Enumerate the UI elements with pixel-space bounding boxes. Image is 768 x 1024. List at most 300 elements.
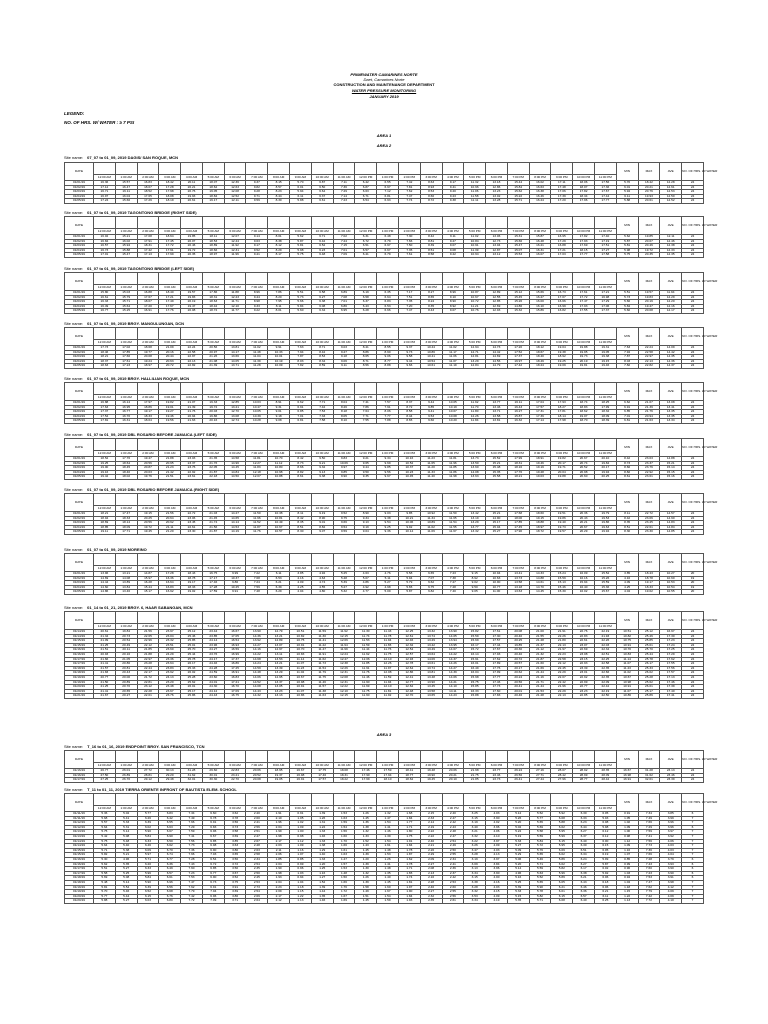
cell-value: 1.38: [355, 825, 377, 830]
cell-value: 5.35: [507, 899, 529, 904]
time-group-header: [115, 794, 137, 806]
time-group-header: [573, 439, 595, 451]
column-max: MAX: [638, 273, 660, 291]
cell-value: 2.51: [246, 830, 268, 835]
cell-value: 8.72: [398, 405, 420, 410]
row-date: 01/17/19: [65, 871, 94, 876]
cell-value: 3.90: [486, 816, 508, 821]
cell-value: 20.72: [159, 364, 181, 369]
cell-value: 19.42: [94, 475, 116, 480]
cell-value: 14.24: [246, 662, 268, 667]
cell-value: 17.31: [529, 410, 551, 415]
cell-value: 4.09: [660, 894, 682, 899]
cell-value: 1.71: [398, 867, 420, 872]
cell-value: 20.25: [137, 516, 159, 521]
cell-value: 5.52: [529, 812, 551, 817]
cell-value: 20.74: [573, 461, 595, 466]
cell-value: 0.91: [616, 812, 638, 817]
cell-value: 23.12: [137, 685, 159, 690]
cell-value: 1.87: [398, 853, 420, 858]
cell-value: 16.14: [115, 401, 137, 406]
cell-value: 1.13: [290, 899, 312, 904]
cell-value: 6.95: [333, 309, 355, 314]
cell-value: 21.63: [638, 419, 660, 424]
column-time: 7:00 PM: [507, 395, 529, 401]
row-date: 01/05/19: [65, 590, 94, 595]
column-time: 6:00 PM: [486, 340, 508, 346]
cell-value: 17.47: [573, 300, 595, 305]
cell-value: 24: [682, 300, 704, 305]
cell-value: 1.26: [311, 816, 333, 821]
time-group-header: [181, 554, 203, 566]
column-time: 2:00 PM: [398, 506, 420, 512]
cell-value: 17.20: [137, 304, 159, 309]
cell-value: 3.96: [486, 867, 508, 872]
column-time: 11:00 AM: [333, 451, 355, 457]
cell-value: 5.78: [529, 890, 551, 895]
cell-value: 20.56: [137, 521, 159, 526]
cell-value: 20.49: [115, 643, 137, 648]
cell-value: 14.87: [137, 572, 159, 577]
cell-value: 13.73: [464, 457, 486, 462]
column-time: 3:00 AM: [159, 340, 181, 346]
cell-value: 24: [682, 291, 704, 296]
column-time: 3:00 AM: [159, 624, 181, 630]
cell-value: 6.50: [311, 185, 333, 190]
cell-value: 6.60: [202, 812, 224, 817]
time-group-header: [377, 163, 399, 175]
cell-value: 1.96: [268, 821, 290, 826]
cell-value: 8.72: [420, 199, 442, 204]
column-time: 2:00 PM: [398, 395, 420, 401]
cell-value: 20.36: [573, 512, 595, 517]
column-time: 3:00 AM: [159, 763, 181, 769]
column-time: 4:00 PM: [442, 624, 464, 630]
cell-value: 8.98: [246, 300, 268, 305]
cell-value: 11.73: [311, 662, 333, 667]
cell-value: 11.76: [246, 530, 268, 535]
column-time: 10:00 PM: [573, 624, 595, 630]
cell-value: 16.40: [573, 585, 595, 590]
cell-value: 14.06: [420, 657, 442, 662]
cell-value: 16.67: [616, 769, 638, 774]
cell-value: 23.06: [181, 516, 203, 521]
cell-value: 5.84: [137, 876, 159, 881]
cell-value: 5.84: [529, 839, 551, 844]
cell-value: 12.11: [660, 235, 682, 240]
cell-value: 21.67: [94, 694, 116, 699]
time-group-header: [573, 383, 595, 395]
cell-value: 10.98: [616, 680, 638, 685]
cell-value: 22.61: [638, 525, 660, 530]
time-group-header: [137, 794, 159, 806]
cell-value: 15.86: [529, 309, 551, 314]
time-group-header: [246, 439, 268, 451]
cell-value: 10.05: [246, 410, 268, 415]
cell-value: 17.21: [159, 295, 181, 300]
cell-value: 13.19: [464, 516, 486, 521]
cell-value: 20.86: [115, 662, 137, 667]
cell-value: 0.99: [290, 862, 312, 867]
cell-value: 1.76: [333, 885, 355, 890]
cell-value: 8.81: [420, 239, 442, 244]
time-group-header: [398, 217, 420, 229]
column-hours: NO. OF HRS. W/ WATER: [682, 439, 704, 457]
cell-value: 7: [682, 894, 704, 899]
column-time: 2:00 PM: [398, 175, 420, 181]
column-time: 7:00 AM: [246, 285, 268, 291]
cell-value: 15.52: [486, 457, 508, 462]
cell-value: 15.84: [507, 185, 529, 190]
cell-value: 3.84: [486, 862, 508, 867]
column-time: 1:00 AM: [115, 566, 137, 572]
time-group-header: [355, 217, 377, 229]
time-group-header: [420, 439, 442, 451]
column-time: 10:00 AM: [311, 806, 333, 812]
cell-value: 7.11: [333, 181, 355, 186]
cell-value: 21.53: [529, 689, 551, 694]
cell-value: 6.90: [202, 876, 224, 881]
time-group-header: [551, 383, 573, 395]
column-time: 6:00 AM: [224, 806, 246, 812]
cell-value: 19.11: [94, 530, 116, 535]
cell-value: 18.89: [202, 244, 224, 249]
cell-value: 10.52: [398, 461, 420, 466]
cell-value: 6.57: [355, 248, 377, 253]
cell-value: 1.60: [377, 885, 399, 890]
time-group-header: [202, 163, 224, 175]
cell-value: 29.12: [137, 778, 159, 783]
cell-value: 14.45: [529, 590, 551, 595]
row-date: 01/12/19: [65, 825, 94, 830]
cell-value: 1.66: [333, 844, 355, 849]
time-group-header: [355, 383, 377, 395]
cell-value: 11.02: [464, 235, 486, 240]
cell-value: 17.48: [551, 185, 573, 190]
cell-value: 1.33: [355, 834, 377, 839]
cell-value: 9.14: [246, 235, 268, 240]
cell-value: 6.63: [159, 825, 181, 830]
cell-value: 11.34: [420, 516, 442, 521]
site-label-prefix: Site name:: [64, 155, 84, 160]
site-label-prefix: Site name:: [64, 605, 84, 610]
cell-value: 15.53: [507, 253, 529, 258]
cell-value: 8.11: [290, 512, 312, 517]
cell-value: 12.86: [398, 671, 420, 676]
cell-value: 19.85: [507, 643, 529, 648]
cell-value: 25.17: [181, 689, 203, 694]
cell-value: 21.16: [529, 675, 551, 680]
table-row: [65, 590, 704, 595]
column-time: 12:00 AM: [94, 340, 116, 346]
cell-value: 5.58: [94, 871, 116, 876]
time-group-header: [202, 751, 224, 763]
cell-value: 7.66: [181, 821, 203, 826]
cell-value: 3.90: [660, 867, 682, 872]
cell-value: 19.72: [638, 248, 660, 253]
time-group-header: [224, 163, 246, 175]
cell-value: 6.79: [377, 253, 399, 258]
cell-value: 8.41: [355, 346, 377, 351]
cell-value: 22.26: [551, 634, 573, 639]
time-group-header: [464, 328, 486, 340]
cell-value: 17.30: [486, 634, 508, 639]
cell-value: 16.98: [594, 295, 616, 300]
cell-value: 6.52: [311, 244, 333, 249]
cell-value: 18.16: [507, 466, 529, 471]
column-time: 3:00 PM: [420, 285, 442, 291]
cell-value: 16.48: [529, 239, 551, 244]
cell-value: 18.78: [181, 576, 203, 581]
cell-value: 1.22: [616, 894, 638, 899]
cell-value: 16.43: [507, 405, 529, 410]
cell-value: 15.69: [464, 639, 486, 644]
cell-value: 17.93: [573, 304, 595, 309]
cell-value: 5.46: [115, 890, 137, 895]
cell-value: 13.32: [420, 630, 442, 635]
cell-value: 6.53: [268, 576, 290, 581]
cell-value: 2.14: [420, 821, 442, 826]
site-label: [64, 547, 147, 552]
column-time: 2:00 AM: [137, 175, 159, 181]
cell-value: 14.06: [442, 675, 464, 680]
column-time: 1:00 PM: [377, 340, 399, 346]
cell-value: 5.27: [115, 867, 137, 872]
cell-value: 6.42: [355, 181, 377, 186]
cell-value: 9.36: [377, 530, 399, 535]
column-time: 9:00 AM: [290, 229, 312, 235]
cell-value: 14.42: [486, 350, 508, 355]
cell-value: 6.03: [137, 899, 159, 904]
cell-value: 14.08: [115, 576, 137, 581]
cell-value: 20.43: [573, 516, 595, 521]
cell-value: 7.68: [246, 576, 268, 581]
cell-value: 17.44: [486, 643, 508, 648]
column-time: 11:00 PM: [594, 175, 616, 181]
cell-value: 12.46: [660, 239, 682, 244]
cell-value: 10.92: [420, 512, 442, 517]
row-date: 01/15/19: [65, 853, 94, 858]
cell-value: 22.51: [594, 652, 616, 657]
cell-value: 13.32: [464, 530, 486, 535]
column-time: 4:00 PM: [442, 395, 464, 401]
column-time: 4:00 PM: [442, 285, 464, 291]
cell-value: 5.51: [290, 291, 312, 296]
column-time: 8:00 PM: [529, 451, 551, 457]
cell-value: 10.94: [486, 572, 508, 577]
cell-value: 21.63: [181, 419, 203, 424]
cell-value: 12.81: [464, 355, 486, 360]
cell-value: 15.25: [115, 309, 137, 314]
cell-value: 9.92: [398, 525, 420, 530]
cell-value: 5.95: [551, 844, 573, 849]
cell-value: 4.98: [377, 585, 399, 590]
cell-value: 2.56: [246, 825, 268, 830]
cell-value: 18.69: [94, 521, 116, 526]
cell-value: 19.84: [115, 630, 137, 635]
cell-value: 15.07: [507, 248, 529, 253]
cell-value: 20.81: [115, 666, 137, 671]
column-time: 3:00 AM: [159, 229, 181, 235]
cell-value: 17.01: [94, 253, 116, 258]
cell-value: 5.75: [94, 839, 116, 844]
cell-value: 15.44: [507, 181, 529, 186]
column-time: 11:00 PM: [594, 229, 616, 235]
cell-value: 11.94: [377, 639, 399, 644]
cell-value: 19.17: [202, 199, 224, 204]
column-time: 4:00 AM: [181, 175, 203, 181]
cell-value: 1.49: [355, 890, 377, 895]
cell-value: 18.67: [529, 350, 551, 355]
time-group-header: [333, 217, 355, 229]
cell-value: 23.15: [573, 657, 595, 662]
cell-value: 19.48: [420, 769, 442, 774]
column-time: 8:00 PM: [529, 175, 551, 181]
cell-value: 6.97: [377, 185, 399, 190]
cell-value: 13.65: [420, 694, 442, 699]
cell-value: 7.14: [333, 194, 355, 199]
cell-value: 12.06: [355, 657, 377, 662]
cell-value: 17.02: [115, 346, 137, 351]
column-hours: NO. OF HRS. W/ WATER: [682, 163, 704, 181]
cell-value: 20.16: [202, 419, 224, 424]
cell-value: 17.59: [202, 590, 224, 595]
cell-value: 11.62: [311, 657, 333, 662]
cell-value: 19.88: [573, 346, 595, 351]
cell-value: 9.07: [442, 309, 464, 314]
time-group-header: [420, 794, 442, 806]
cell-value: 28.09: [594, 773, 616, 778]
cell-value: 11.06: [442, 355, 464, 360]
time-group-header: [355, 494, 377, 506]
cell-value: 5.81: [94, 885, 116, 890]
cell-value: 20.07: [181, 239, 203, 244]
column-min: MIN: [616, 273, 638, 291]
cell-value: 5.35: [115, 862, 137, 867]
cell-value: 11.46: [355, 675, 377, 680]
cell-value: 1.03: [290, 871, 312, 876]
column-time: 7:00 PM: [507, 624, 529, 630]
cell-value: 15.72: [464, 648, 486, 653]
cell-value: 17.30: [660, 634, 682, 639]
cell-value: 18.92: [551, 355, 573, 360]
cell-value: 19.46: [529, 461, 551, 466]
cell-value: 2.69: [246, 894, 268, 899]
cell-value: 13.42: [464, 512, 486, 517]
cell-value: 7.02: [333, 235, 355, 240]
cell-value: 24: [682, 769, 704, 774]
column-time: 3:00 AM: [159, 806, 181, 812]
cell-value: 19.85: [181, 235, 203, 240]
cell-value: 3.79: [660, 857, 682, 862]
cell-value: 12.22: [333, 685, 355, 690]
cell-value: 8.15: [268, 181, 290, 186]
table-header-row: [65, 328, 704, 340]
cell-value: 8.53: [311, 355, 333, 360]
cell-value: 15.87: [507, 414, 529, 419]
cell-value: 12.08: [224, 190, 246, 195]
cell-value: 20.27: [115, 694, 137, 699]
cell-value: 14.05: [224, 359, 246, 364]
column-time: 5:00 AM: [202, 624, 224, 630]
cell-value: 1.99: [268, 830, 290, 835]
cell-value: 21.71: [529, 680, 551, 685]
time-group-header: [311, 494, 333, 506]
cell-value: 19.94: [594, 470, 616, 475]
cell-value: 11.23: [420, 457, 442, 462]
cell-value: 24: [682, 350, 704, 355]
cell-value: 18.62: [573, 410, 595, 415]
cell-value: 18.33: [137, 414, 159, 419]
row-date: 01/03/19: [65, 190, 94, 195]
cell-value: 24: [682, 194, 704, 199]
cell-value: 6.43: [573, 880, 595, 885]
column-date: DATE: [65, 383, 94, 401]
cell-value: 18.84: [202, 194, 224, 199]
cell-value: 3.69: [224, 834, 246, 839]
cell-value: 6.31: [355, 235, 377, 240]
time-group-header: [181, 273, 203, 285]
cell-value: 5.59: [529, 867, 551, 872]
time-group-header: [507, 612, 529, 624]
column-time: 9:00 AM: [290, 340, 312, 346]
cell-value: 2.49: [442, 844, 464, 849]
cell-value: 5.69: [94, 876, 116, 881]
row-date: 01/02/19: [65, 295, 94, 300]
cell-value: 1.48: [333, 871, 355, 876]
cell-value: 18.33: [638, 585, 660, 590]
column-hours: NO. OF HRS. W/ WATER: [682, 383, 704, 401]
column-time: 8:00 PM: [529, 285, 551, 291]
row-date: 01/15/19: [65, 643, 94, 648]
cell-value: 23.08: [573, 652, 595, 657]
cell-value: 13.90: [442, 630, 464, 635]
cell-value: 6.81: [616, 419, 638, 424]
cell-value: 16.07: [529, 253, 551, 258]
cell-value: 7.59: [246, 585, 268, 590]
column-time: 11:00 PM: [594, 451, 616, 457]
cell-value: 24: [682, 470, 704, 475]
cell-value: 17.68: [507, 512, 529, 517]
cell-value: 20: [682, 572, 704, 577]
column-time: 12:00 AM: [94, 175, 116, 181]
cell-value: 17.25: [224, 666, 246, 671]
cell-value: 14.05: [442, 634, 464, 639]
cell-value: 13.71: [486, 410, 508, 415]
column-time: 5:00 PM: [464, 566, 486, 572]
row-date: 01/03/19: [65, 244, 94, 249]
column-time: 11:00 AM: [333, 175, 355, 181]
cell-value: 5.15: [507, 894, 529, 899]
cell-value: 28.81: [137, 773, 159, 778]
cell-value: 1.05: [290, 816, 312, 821]
cell-value: 11.40: [420, 475, 442, 480]
cell-value: 17.66: [115, 355, 137, 360]
cell-value: 5.25: [115, 871, 137, 876]
cell-value: 2.55: [442, 890, 464, 895]
column-time: 2:00 PM: [398, 451, 420, 457]
cell-value: 2.36: [442, 867, 464, 872]
cell-value: 14.36: [660, 359, 682, 364]
cell-value: 12.62: [398, 685, 420, 690]
cell-value: 6.80: [159, 899, 181, 904]
cell-value: 16.17: [464, 643, 486, 648]
cell-value: 12.38: [333, 662, 355, 667]
cell-value: 12.53: [660, 190, 682, 195]
cell-value: 6.11: [616, 194, 638, 199]
cell-value: 5.77: [529, 816, 551, 821]
cell-value: 24: [682, 689, 704, 694]
